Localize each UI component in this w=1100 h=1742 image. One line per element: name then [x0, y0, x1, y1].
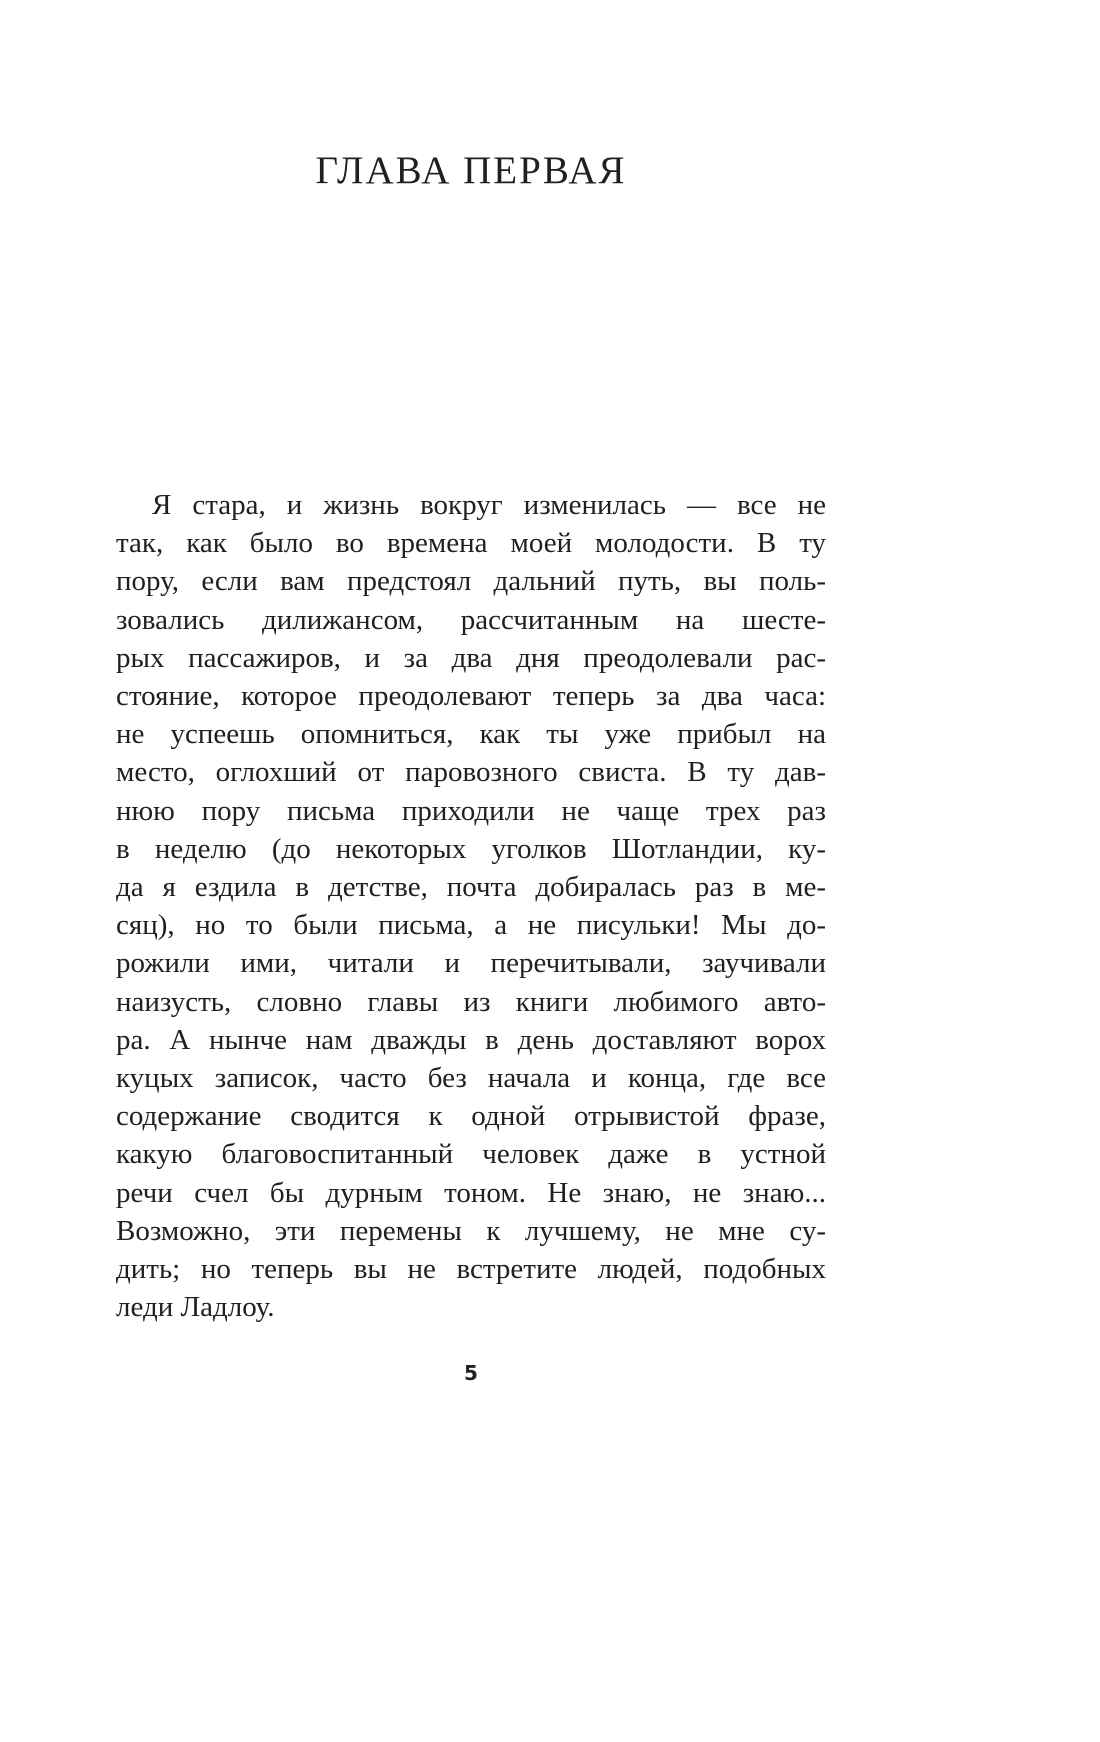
text-line: леди Ладлоу. — [116, 1291, 275, 1324]
text-line: куцых записок, часто без начала и конца, где все — [116, 1062, 826, 1095]
chapter-title: ГЛАВА ПЕРВАЯ — [315, 149, 627, 192]
text-line: рожили ими, читали и перечитывали, заучивали — [116, 947, 826, 980]
text-line: нюю пору письма приходили не чаще трех раз — [116, 794, 826, 827]
text-line: место, оглохший от паровозного свиста. В ту дав- — [116, 756, 826, 789]
text-column — [116, 486, 826, 1386]
text-line: стояние, которое преодолевают теперь за два часа: — [116, 680, 826, 713]
text-line: сяц), но то были письма, а не писульки! Мы до- — [116, 909, 826, 942]
text-line: какую благовоспитанный человек даже в устной — [116, 1138, 826, 1171]
text-line: ра. А нынче нам дважды в день доставляют ворох — [116, 1023, 826, 1056]
text-line: речи счел бы дурным тоном. Не знаю, не знаю... — [116, 1176, 826, 1209]
text-line: дить; но теперь вы не встретите людей, подобных — [116, 1253, 826, 1286]
body-text — [116, 486, 826, 1326]
text-line: так, как было во времена моей молодости. В ту — [116, 527, 826, 560]
text-line: Возможно, эти перемены к лучшему, не мне су- — [116, 1214, 826, 1247]
text-line: в неделю (до некоторых уголков Шотландии, ку- — [116, 832, 826, 865]
text-line: содержание сводится к одной отрывистой фразе, — [116, 1100, 826, 1133]
text-line: да я ездила в детстве, почта добиралась раз в ме- — [116, 871, 826, 904]
text-line: пору, если вам предстоял дальний путь, вы поль- — [116, 565, 826, 598]
text-line: зовались дилижансом, рассчитанным на шесте- — [116, 603, 826, 636]
text-line: не успеешь опомниться, как ты уже прибыл на — [116, 718, 826, 751]
text-line: рых пассажиров, и за два дня преодолевали рас- — [116, 641, 826, 674]
text-line: наизусть, словно главы из книги любимого авто- — [116, 985, 826, 1018]
page-number: 5 — [464, 1361, 478, 1386]
text-line: Я стара, и жизнь вокруг изменилась — все не — [152, 489, 826, 521]
